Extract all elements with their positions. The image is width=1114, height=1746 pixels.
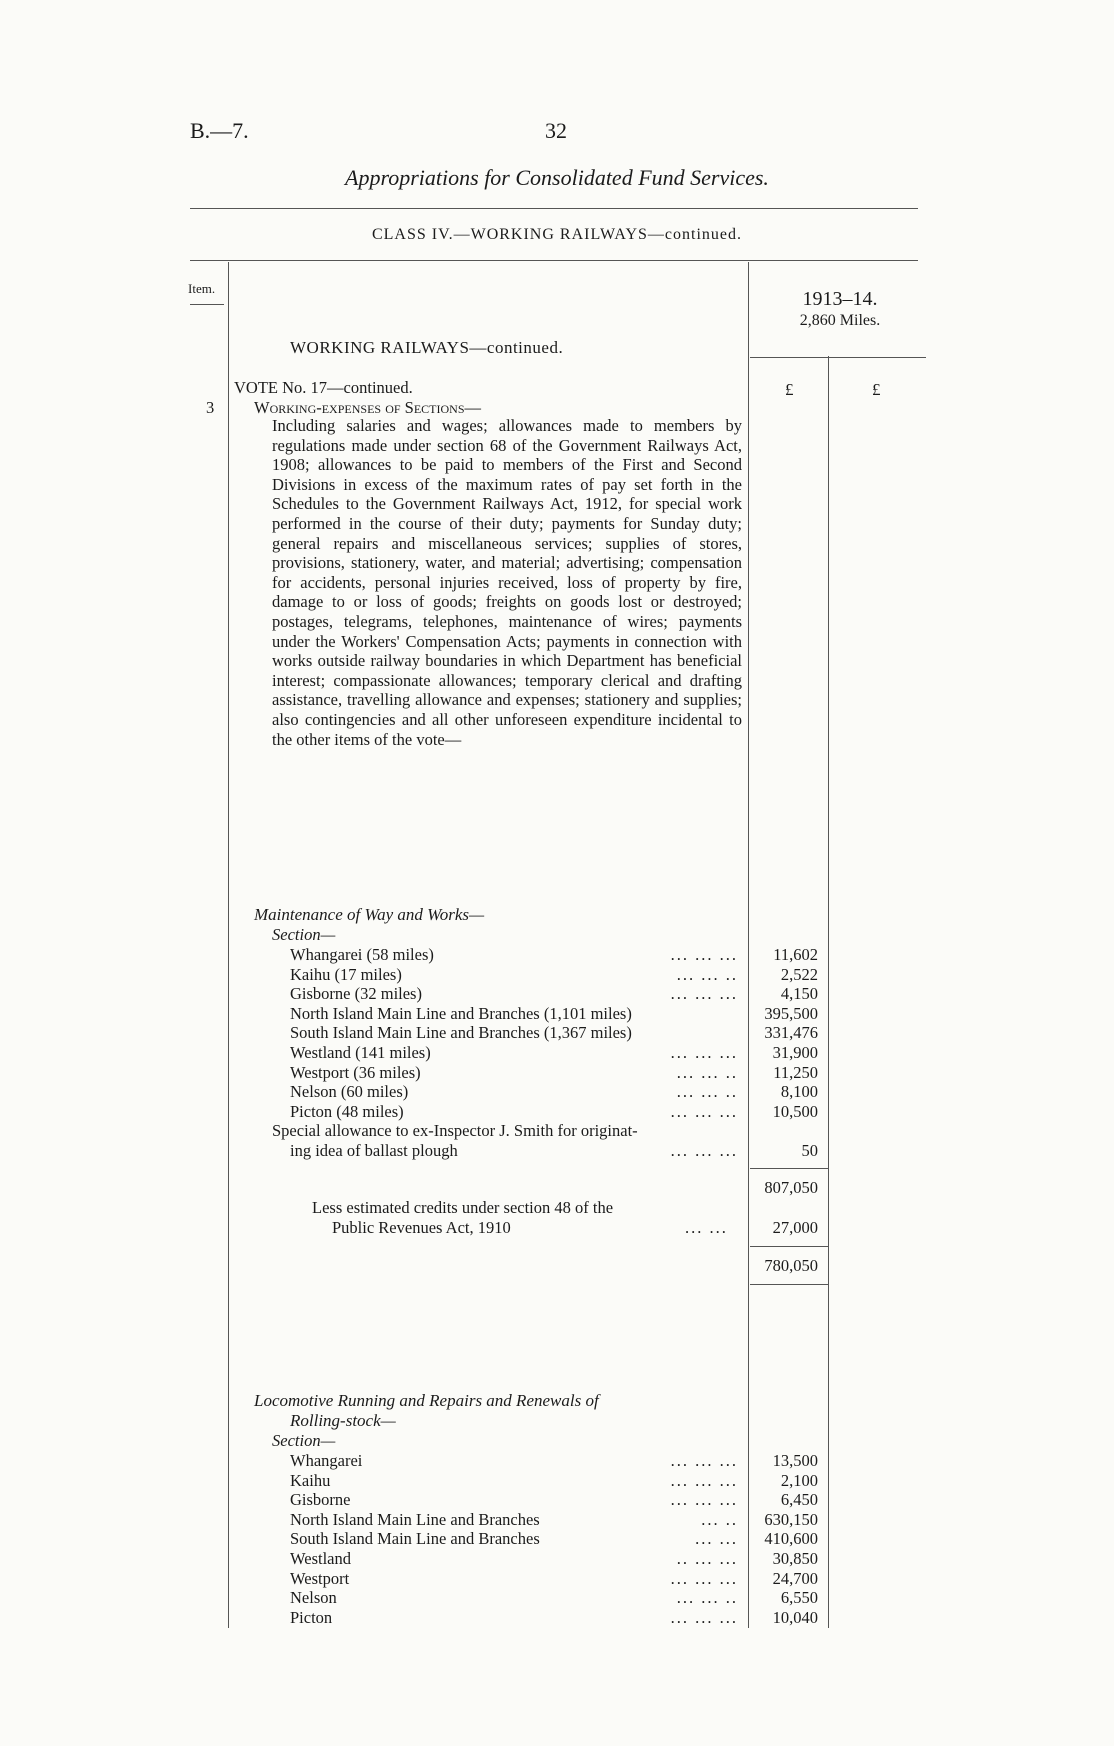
row-amount: 31,900 bbox=[772, 1043, 818, 1062]
leader-dots: ... ... ... bbox=[670, 1451, 738, 1470]
row-amount: 8,100 bbox=[780, 1082, 818, 1102]
row-amount: 4,150 bbox=[780, 984, 818, 1004]
year-header-rule bbox=[750, 357, 926, 358]
locomotive-section-label: Section— bbox=[272, 1431, 336, 1450]
leader-dots: ... ... ... bbox=[670, 945, 738, 964]
mileage: 2,860 Miles. bbox=[799, 312, 881, 329]
maintenance-row bbox=[290, 945, 738, 965]
leader-dots: ... ... ... bbox=[670, 1607, 738, 1627]
maintenance-row bbox=[290, 1082, 738, 1102]
special-allowance-line1: Special allowance to ex-Inspector J. Smith for originat- bbox=[272, 1121, 638, 1141]
financial-year: 1913–14. bbox=[802, 288, 878, 310]
locomotive-row bbox=[290, 1569, 738, 1589]
leader-dots: ... ... bbox=[685, 1217, 728, 1237]
row-label: Picton (48 miles) bbox=[290, 1101, 404, 1121]
leader-dots: ... ... ... bbox=[670, 1141, 738, 1160]
maintenance-heading: Maintenance of Way and Works— bbox=[254, 905, 485, 924]
pound-symbol-col2: £ bbox=[872, 380, 881, 399]
special-allowance-row bbox=[290, 1141, 738, 1161]
row-label: Westport (36 miles) bbox=[290, 1062, 421, 1082]
leader-dots: ... ... bbox=[695, 1529, 738, 1549]
maintenance-subtotal: 807,050 bbox=[764, 1178, 818, 1197]
row-amount: 410,600 bbox=[764, 1529, 818, 1549]
row-label: Kaihu (17 miles) bbox=[290, 964, 402, 984]
net-total-rule bbox=[750, 1246, 828, 1247]
item-header-rule bbox=[190, 304, 224, 305]
row-label: South Island Main Line and Branches (1,367 miles) bbox=[290, 1023, 632, 1043]
pound-symbol-col1: £ bbox=[785, 380, 794, 399]
amount-column-rule-right bbox=[828, 356, 829, 1628]
maintenance-row bbox=[290, 1063, 738, 1083]
row-label: Kaihu bbox=[290, 1470, 331, 1490]
locomotive-row bbox=[290, 1588, 738, 1608]
leader-dots: ... ... .. bbox=[676, 1062, 738, 1082]
row-amount: 6,550 bbox=[780, 1588, 818, 1608]
locomotive-heading-line1: Locomotive Running and Repairs and Renewals of bbox=[254, 1391, 599, 1410]
row-label: North Island Main Line and Branches bbox=[290, 1509, 540, 1529]
locomotive-row bbox=[290, 1490, 738, 1510]
leader-dots: ... ... .. bbox=[676, 1082, 738, 1102]
title-rule bbox=[190, 208, 918, 209]
row-label: Whangarei bbox=[290, 1451, 363, 1470]
maintenance-row bbox=[290, 1004, 738, 1024]
row-label: Gisborne (32 miles) bbox=[290, 984, 422, 1004]
locomotive-heading-line2: Rolling-stock— bbox=[290, 1411, 396, 1430]
leader-dots: ... ... ... bbox=[670, 1043, 738, 1062]
page-number: 32 bbox=[545, 118, 567, 143]
leader-dots: ... ... ... bbox=[670, 1470, 738, 1490]
document-reference: B.—7. bbox=[190, 118, 249, 143]
less-credits-line2: Public Revenues Act, 1910 bbox=[332, 1217, 511, 1237]
leader-dots: ... ... ... bbox=[670, 1490, 738, 1510]
row-amount: 395,500 bbox=[764, 1003, 818, 1023]
row-amount: 630,150 bbox=[764, 1509, 818, 1529]
page-title: Appropriations for Consolidated Fund Services. bbox=[345, 165, 769, 190]
row-label: ing idea of ballast plough bbox=[290, 1141, 458, 1160]
row-label: Westland (141 miles) bbox=[290, 1043, 431, 1062]
leader-dots: ... ... ... bbox=[670, 984, 738, 1004]
leader-dots: ... ... ... bbox=[670, 1101, 738, 1121]
row-amount: 13,500 bbox=[772, 1451, 818, 1470]
leader-dots: ... ... .. bbox=[676, 1588, 738, 1608]
maintenance-section-label: Section— bbox=[272, 925, 336, 944]
row-label: South Island Main Line and Branches bbox=[290, 1529, 540, 1549]
row-amount: 30,850 bbox=[772, 1549, 818, 1568]
row-amount: 331,476 bbox=[764, 1023, 818, 1043]
row-label: Whangarei (58 miles) bbox=[290, 945, 434, 964]
locomotive-row bbox=[290, 1529, 738, 1549]
leader-dots: ... .. bbox=[701, 1509, 738, 1529]
row-label: Nelson bbox=[290, 1588, 337, 1608]
row-label: Gisborne bbox=[290, 1490, 351, 1510]
vote-description: Including salaries and wages; allowances made to members by regulations made under section 68 of the Government Railways Act, 1908; allowances to be paid to members of the First and Second Divisions in excess of the maximum rates of pay set forth in the Schedules to the Government Railways Act, 1912, for special work performed in the course of their duty; payments for Sunday duty; general repairs and miscellaneous services; supplies of stores, provisions, stationery, water, and material; advertising; compensation for accidents, personal injuries received, loss of property by fire, damage to or loss of goods; freights on goods lost or destroyed; postages, telegrams, telephones, maintenance of wires; payments under the Workers' Compensation Acts; payments in connection with works outside railway boundaries in which Department has beneficial interest; compassionate allowances; temporary clerical and drafting assistance, travelling allowance and expenses; stationery and supplies; also contingencies and all other unforeseen expenditure incidental to the other items of the vote— bbox=[272, 416, 742, 749]
table-top-rule bbox=[190, 260, 918, 261]
row-label: Nelson (60 miles) bbox=[290, 1082, 409, 1102]
vote-subheading: Working-expenses of Sections— bbox=[254, 398, 482, 417]
subtotal-rule bbox=[750, 1168, 828, 1169]
section-subtitle: WORKING RAILWAYS—continued. bbox=[290, 338, 564, 357]
leader-dots: ... ... ... bbox=[670, 1568, 738, 1588]
row-label: Picton bbox=[290, 1607, 333, 1627]
less-credits-line1: Less estimated credits under section 48 of the bbox=[312, 1198, 614, 1217]
row-amount: 24,700 bbox=[772, 1568, 818, 1588]
less-credits-amount: 27,000 bbox=[772, 1217, 818, 1237]
row-label: Westland bbox=[290, 1549, 351, 1568]
special-allowance-amount: 50 bbox=[801, 1141, 818, 1160]
item-column-rule bbox=[228, 262, 229, 1628]
item-column-label: Item. bbox=[188, 281, 216, 296]
locomotive-row bbox=[290, 1471, 738, 1491]
net-total-underline bbox=[750, 1284, 828, 1285]
row-label: North Island Main Line and Branches (1,101 miles) bbox=[290, 1003, 632, 1023]
locomotive-row bbox=[290, 1549, 738, 1569]
row-amount: 10,500 bbox=[772, 1101, 818, 1121]
row-amount: 11,602 bbox=[773, 945, 818, 964]
leader-dots: .. ... ... bbox=[676, 1549, 738, 1568]
row-label: Westport bbox=[290, 1568, 350, 1588]
locomotive-row bbox=[290, 1510, 738, 1530]
row-amount: 10,040 bbox=[772, 1607, 818, 1627]
maintenance-row bbox=[290, 1023, 738, 1043]
maintenance-net-total: 780,050 bbox=[764, 1256, 818, 1275]
row-amount: 6,450 bbox=[780, 1490, 818, 1510]
row-amount: 11,250 bbox=[773, 1062, 818, 1082]
leader-dots: ... ... .. bbox=[676, 964, 738, 984]
locomotive-row bbox=[290, 1451, 738, 1471]
locomotive-row bbox=[290, 1608, 738, 1628]
row-amount: 2,100 bbox=[780, 1470, 818, 1490]
vote-heading: VOTE No. 17—continued. bbox=[234, 378, 413, 397]
maintenance-row bbox=[290, 1102, 738, 1122]
maintenance-row bbox=[290, 965, 738, 985]
class-heading: CLASS IV.—WORKING RAILWAYS—continued. bbox=[371, 226, 743, 243]
row-amount: 2,522 bbox=[780, 964, 818, 984]
maintenance-row bbox=[290, 1043, 738, 1063]
maintenance-row bbox=[290, 984, 738, 1004]
item-number: 3 bbox=[206, 398, 215, 417]
